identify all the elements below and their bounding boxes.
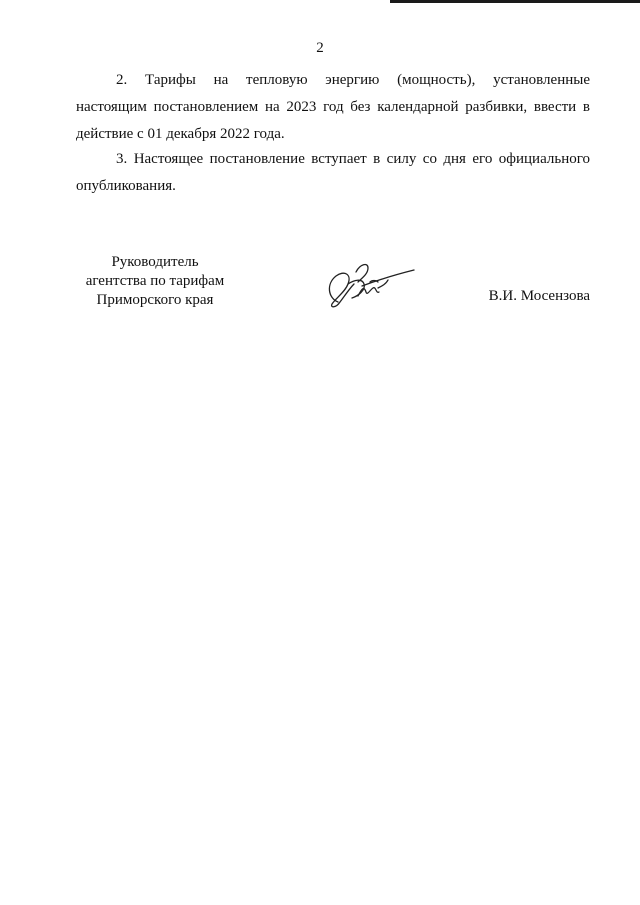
paragraph-line: 2. Тарифы на тепловую энергию (мощность), установленные [116, 72, 590, 88]
scan-top-edge-line [390, 0, 640, 3]
paragraph-line: опубликования. [76, 178, 176, 194]
paragraph-line: настоящим постановлением на 2023 год без календарной разбивки, ввести в [76, 99, 590, 115]
signer-position [60, 253, 250, 310]
paragraph-line: действие с 01 декабря 2022 года. [76, 126, 285, 142]
paragraph-line: 3. Настоящее постановление вступает в силу со дня его официального [116, 151, 590, 167]
signer-position-line: Приморского края [96, 292, 214, 308]
signer-position-line: Руководитель [111, 254, 199, 270]
page-number: 2 [316, 40, 324, 56]
handwritten-signature [318, 258, 418, 310]
signer-name: В.И. Мосензова [488, 288, 590, 304]
paragraph-item-2 [76, 67, 590, 148]
paragraph-item-3 [76, 146, 590, 200]
signer-position-line: агентства по тарифам [85, 273, 225, 289]
